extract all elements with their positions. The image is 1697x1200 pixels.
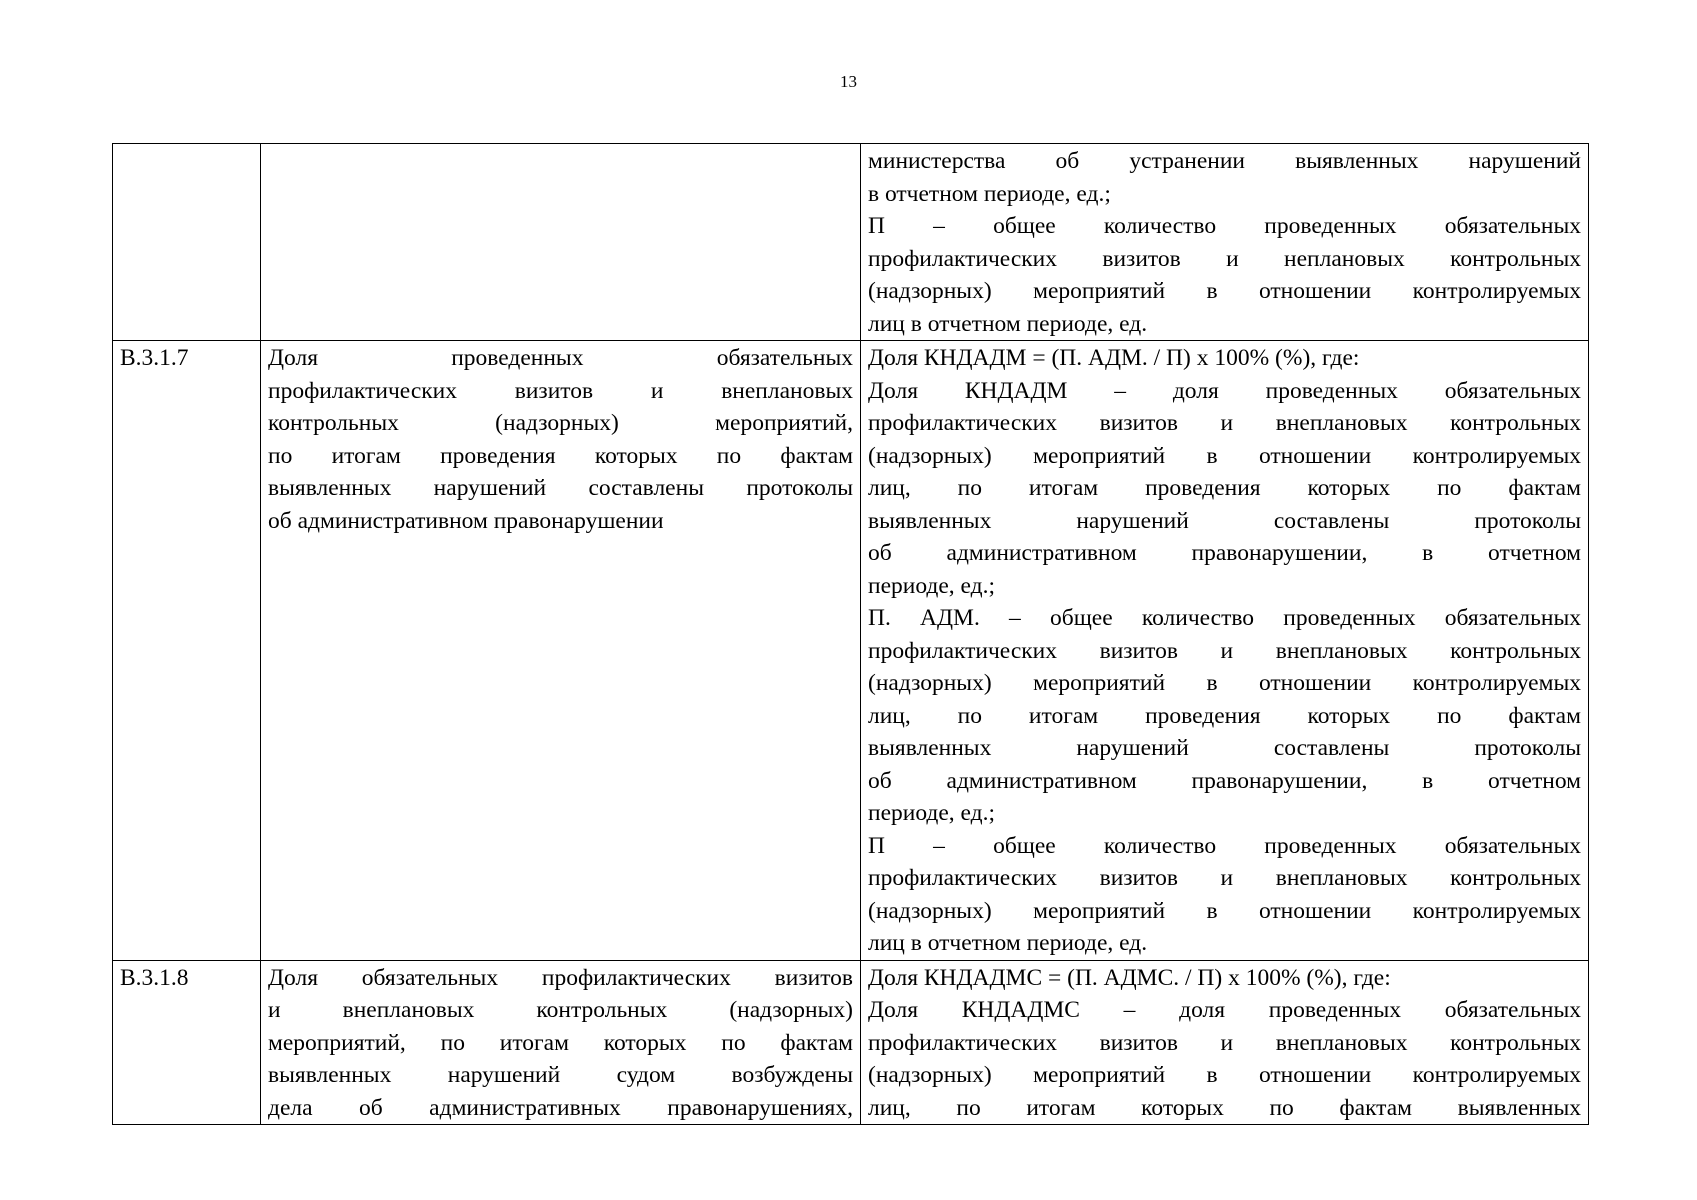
indicator-formula-cell	[861, 144, 1589, 341]
cell-line: Доля проведенных обязательных	[268, 345, 853, 371]
cell-line: (надзорных) мероприятий в отношении контролируемых	[868, 278, 1581, 304]
cell-line: по итогам проведения которых по фактам	[268, 442, 853, 469]
cell-line: министерства об устранении выявленных нарушений	[868, 148, 1581, 174]
cell-line: выявленных нарушений составлены протоколы	[268, 475, 853, 501]
table-row	[113, 144, 1589, 341]
cell-line: лиц, по итогам проведения которых по фактам	[868, 475, 1581, 501]
cell-line: выявленных нарушений составлены протоколы	[868, 507, 1581, 534]
cell-line: Доля обязательных профилактических визитов	[268, 964, 853, 991]
indicator-code-cell: В.3.1.7	[113, 341, 261, 961]
cell-line: Доля КНДАДМС – доля проведенных обязательных	[868, 997, 1581, 1023]
table-row	[113, 341, 1589, 961]
indicator-formula-cell	[861, 960, 1589, 1125]
cell-line: профилактических визитов и внеплановых контрольных	[868, 865, 1581, 891]
indicator-formula-cell	[861, 341, 1589, 961]
table-row	[113, 960, 1589, 1125]
cell-line: об административном правонарушении	[268, 507, 664, 534]
indicator-name-cell	[261, 341, 861, 961]
cell-line: П – общее количество проведенных обязательных	[868, 213, 1581, 239]
cell-line: профилактических визитов и неплановых контрольных	[868, 245, 1581, 272]
indicators-table	[112, 143, 1589, 1125]
cell-line: об административном правонарушении, в отчетном	[868, 540, 1581, 566]
indicator-code-cell	[113, 144, 261, 341]
cell-line: дела об административных правонарушениях,	[268, 1094, 853, 1121]
cell-line: профилактических визитов и внеплановых контрольных	[868, 637, 1581, 664]
cell-line: периоде, ед.;	[868, 572, 996, 599]
cell-line: Доля КНДАДМ – доля проведенных обязательных	[868, 377, 1581, 404]
cell-line: мероприятий, по итогам которых по фактам	[268, 1029, 853, 1056]
cell-line: (надзорных) мероприятий в отношении контролируемых	[868, 897, 1581, 924]
cell-line: Доля КНДАДМ = (П. АДМ. / П) x 100% (%), где:	[868, 345, 1360, 371]
cell-line: П – общее количество проведенных обязательных	[868, 832, 1581, 859]
cell-line: лиц, по итогам которых по фактам выявленных	[868, 1094, 1581, 1121]
cell-line: (надзорных) мероприятий в отношении контролируемых	[868, 1062, 1581, 1088]
cell-line: об административном правонарушении, в отчетном	[868, 767, 1581, 794]
indicator-code-cell: В.3.1.8	[113, 960, 261, 1125]
cell-line: лиц в отчетном периоде, ед.	[868, 930, 1148, 956]
page-number: 13	[840, 72, 857, 91]
cell-line: контрольных (надзорных) мероприятий,	[268, 410, 853, 436]
indicator-name-cell	[261, 960, 861, 1125]
cell-line: Доля КНДАДМС = (П. АДМС. / П) x 100% (%), где:	[868, 964, 1391, 991]
cell-line: профилактических визитов и внеплановых контрольных	[868, 410, 1581, 436]
cell-line: выявленных нарушений судом возбуждены	[268, 1062, 853, 1088]
cell-line: профилактических визитов и внеплановых	[268, 377, 853, 404]
cell-line: П. АДМ. – общее количество проведенных обязательных	[868, 605, 1581, 631]
cell-line: профилактических визитов и внеплановых контрольных	[868, 1029, 1581, 1056]
cell-line: (надзорных) мероприятий в отношении контролируемых	[868, 670, 1581, 696]
cell-line: и внеплановых контрольных (надзорных)	[268, 997, 853, 1023]
cell-line: лиц, по итогам проведения которых по фактам	[868, 702, 1581, 729]
cell-line: лиц в отчетном периоде, ед.	[868, 310, 1148, 337]
cell-line: (надзорных) мероприятий в отношении контролируемых	[868, 442, 1581, 469]
cell-line: периоде, ед.;	[868, 800, 996, 826]
cell-line: выявленных нарушений составлены протоколы	[868, 735, 1581, 761]
cell-line: в отчетном периоде, ед.;	[868, 180, 1111, 207]
indicator-name-cell	[261, 144, 861, 341]
